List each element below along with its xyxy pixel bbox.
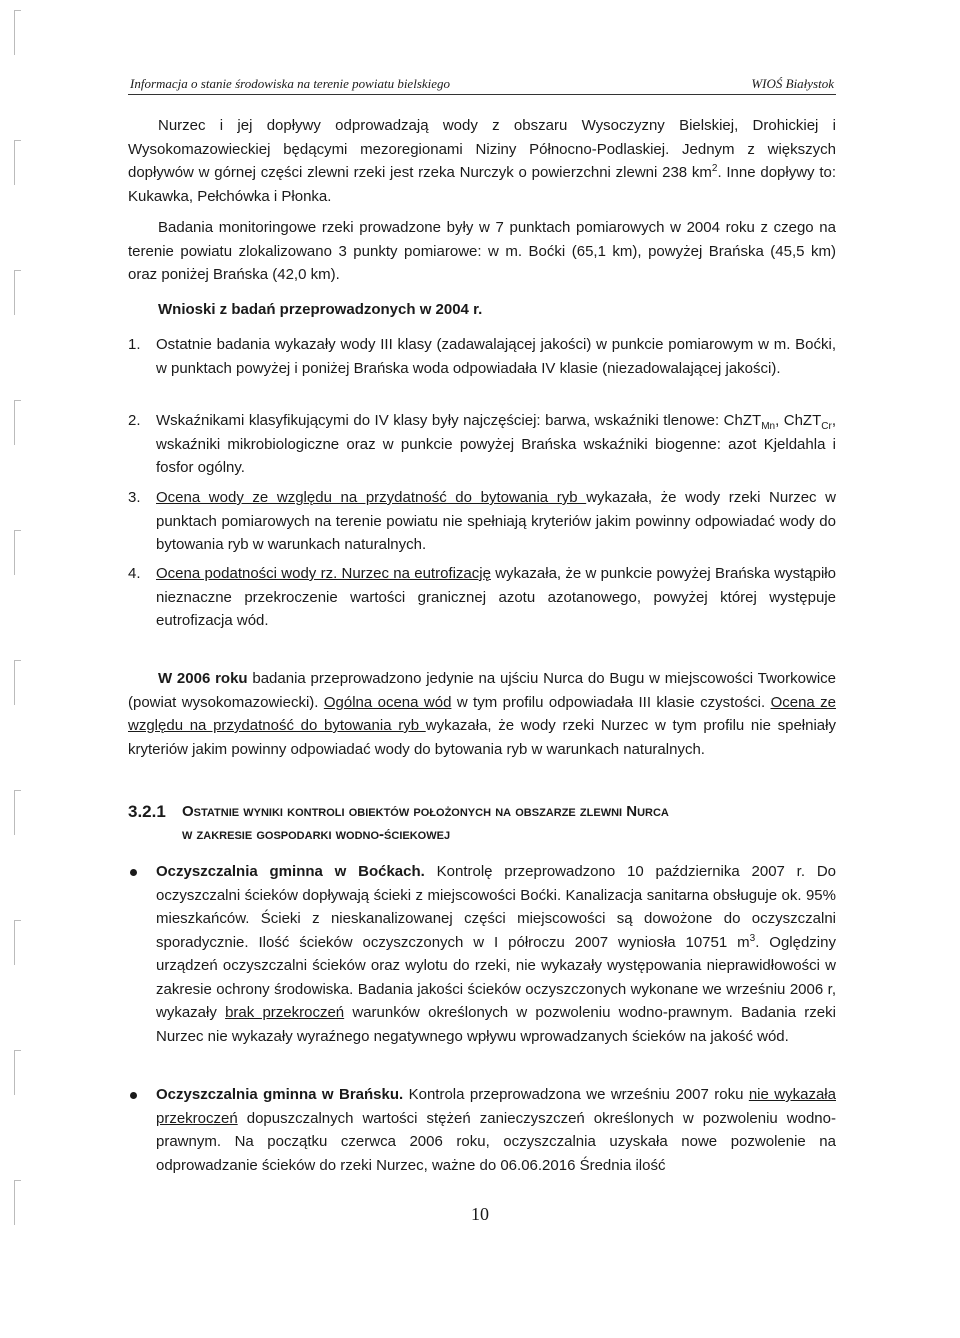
list-text-part: , wskaźniki mikrobiologiczne oraz w punkcie powyżej Brańska wskaźniki biogenne: azot Kjeldahla i fosfor ogólny. — [156, 412, 836, 476]
superscript: 3 — [749, 932, 756, 944]
list-number: 1. — [128, 336, 141, 353]
list-text — [156, 409, 836, 480]
underlined-phrase: nie wykazała przekroczeń — [156, 1086, 836, 1127]
list-text-part: , ChZT — [775, 412, 822, 429]
list-item — [128, 333, 836, 405]
intro-text: Nurzec i jej dopływy odprowadzają wody z obszaru Wysoczyzny Bielskiej, Drohickiej i Wysokomazowieckiej będącymi mezoregionami Niziny Północno-Podlaskiej. Jednym z większych dopływów w górnej części zlewni rzeki jest rzeka Nurczyk o powierzchni zlewni 238 km — [128, 117, 836, 181]
bullet-icon — [130, 869, 137, 876]
underlined-phrase: brak przekroczeń — [225, 1004, 345, 1021]
scan-artifact — [14, 920, 21, 965]
year-2006-paragraph — [128, 667, 836, 761]
list-number: 3. — [128, 489, 141, 506]
list-number: 2. — [128, 412, 141, 429]
bullet-text-part: dopuszczalnych wartości stężeń zanieczyszczeń określonych w pozwoleniu wodno-prawnym. Na początku czerwca 2006 roku, oczyszczalnia uzyskała nowe pozwolenie na odprowadzanie ścieków do rzeki Nurzec, ważne do 06.06.2016 Średnia ilość — [156, 1109, 836, 1174]
intro-sup: 2 — [711, 163, 718, 174]
underlined-phrase: Ocena ze względu na przydatność do bytowania ryb — [128, 693, 836, 734]
scan-artifact — [14, 1050, 21, 1095]
bullet-title: Oczyszczalnia gminna w Brańsku. — [156, 1086, 404, 1103]
scan-artifact — [14, 790, 21, 835]
bullet-item — [128, 1083, 836, 1179]
section-title-line1: Ostatnie wyniki kontroli obiektów położonych na obszarze zlewni Nurca — [182, 803, 669, 820]
section-title — [182, 800, 669, 846]
scan-artifact — [14, 660, 21, 705]
list-number: 4. — [128, 565, 141, 582]
bullet-text-part: Kontrolę przeprowadzono 10 października 2007 r. Do oczyszczalni ścieków dopływają ścieki z miejscowości Boćki. Kanalizacja sanitarna obsługuje ok. 95% mieszkańców. Ścieki z nieskanalizowanej części miejscowości są dowożone do oczyszczalni sporadycznie. Ilość ścieków oczyszczonych w I półroczu 2007 wyniosła 10751 m — [156, 863, 836, 951]
list-text: Ostatnie badania wykazały wody III klasy (zadawalającej jakości) w punkcie pomiarowym w m. Boćki, w punktach powyżej i poniżej Brańska woda odpowiadała IV klasie (niezadowalającej jakości). — [156, 336, 836, 377]
bullet-text-part: warunków określonych w pozwoleniu wodno-prawnym. Badania rzeki Nurzec nie wykazały wyraźnego negatywnego wpływu wprowadzanych ścieków na jakość wód. — [156, 1004, 836, 1045]
subscript-mn: Mn — [761, 421, 776, 432]
list-text — [156, 486, 836, 557]
bullet-text-part: . Oględziny urządzeń oczyszczalni ścieków oraz wylotu do rzeki, nie wykazały występowania nieprawidłowości w zakresie ochrony środowiska. Badania jakości ścieków oczyszczonych wykonane we wrześniu 2006 r, wykazały — [156, 933, 836, 1021]
paragraph-part: w tym profilu odpowiadała III klasie czystości. — [451, 693, 771, 711]
scan-artifact — [14, 140, 21, 185]
monitoring-paragraph: Badania monitoringowe rzeki prowadzone były w 7 punktach pomiarowych w 2004 roku z czego na terenie powiatu zlokalizowano 3 punkty pomiarowe: w m. Boćki (65,1 km), powyżej Brańska (45,5 km) oraz poniżej Brańska (42,0 km). — [128, 219, 836, 283]
intro-paragraph — [128, 114, 836, 208]
list-text-part: wykazała, że w punkcie powyżej Brańska wystąpiło nieznaczne przekroczenie wartości granicznej azotu azotanowego, powyżej której występuje eutrofizacja wód. — [156, 565, 836, 629]
running-header — [128, 74, 836, 95]
list-text-part: Wskaźnikami klasyfikującymi do IV klasy były najczęściej: barwa, wskaźniki tlenowe: ChZT — [156, 412, 762, 429]
paragraph-part: wykazała, że wody rzeki Nurzec w tym profilu nie spełniały kryteriów jakim powinny odpowiadać wody do bytowania ryb w warunkach naturalnych. — [128, 717, 836, 758]
paragraph-part: badania przeprowadzono jedynie na ujściu Nurca do Bugu w miejscowości Tworkowice (powiat wysokomazowiecki). — [128, 670, 836, 711]
bullet-title: Oczyszczalnia gminna w Boćkach. — [156, 863, 425, 880]
scan-artifact — [14, 400, 21, 445]
bullet-text-part: Kontrola przeprowadzona we wrześniu 2007 roku — [403, 1086, 749, 1103]
scan-artifact — [14, 270, 21, 315]
scan-artifact — [14, 10, 21, 55]
underlined-phrase: Ocena podatności wody rz. Nurzec na eutrofizację — [156, 565, 491, 582]
scan-artifact — [14, 530, 21, 575]
conclusions-heading: Wnioski z badań przeprowadzonych w 2004 r. — [158, 301, 483, 318]
underlined-phrase: Ogólna ocena wód — [323, 693, 452, 711]
section-title-line2: w zakresie gospodarki wodno-ściekowej — [182, 826, 451, 843]
bullet-text — [156, 860, 836, 1048]
header-institution: WIOŚ Białystok — [751, 76, 834, 91]
section-number: 3.2.1 — [128, 802, 166, 821]
underlined-phrase: Ocena wody ze względu na przydatność do bytowania ryb — [156, 489, 587, 506]
bullet-item — [128, 860, 836, 1072]
intro-tail: . Inne dopływy to: Kukawka, Pełchówka i Płonka. — [128, 164, 836, 205]
list-item — [128, 562, 836, 634]
subscript-cr: Cr — [821, 421, 832, 432]
list-item — [128, 409, 836, 481]
list-text — [156, 562, 836, 633]
page-number: 10 — [471, 1204, 489, 1224]
list-item — [128, 486, 836, 558]
list-text-part: wykazała, że wody rzeki Nurzec w punktach pomiarowych na terenie powiatu nie spełniają kryteriów jakim powinny odpowiadać wody do bytowania ryb w warunkach naturalnych. — [156, 489, 836, 553]
bullet-text — [156, 1083, 836, 1177]
header-title: Informacja o stanie środowiska na terenie powiatu bielskiego — [130, 76, 451, 91]
bold-phrase: W 2006 roku — [158, 670, 248, 687]
bullet-icon — [130, 1092, 137, 1099]
